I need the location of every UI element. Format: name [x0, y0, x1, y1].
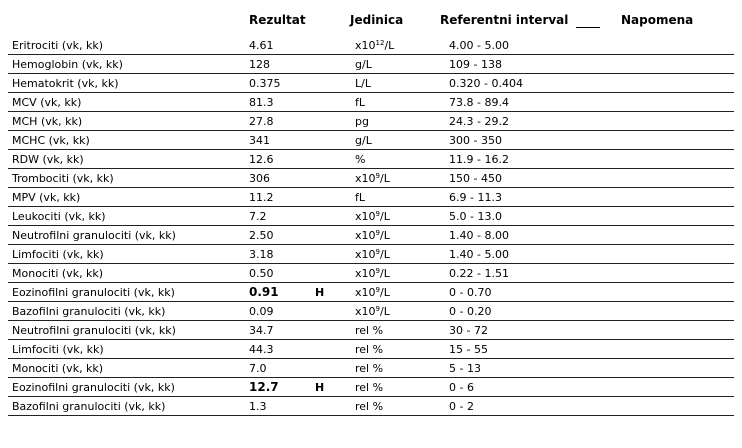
unit-tail: /L — [384, 38, 395, 52]
unit-base: x10 — [355, 266, 376, 280]
note-cell — [609, 150, 734, 169]
reference-interval: 11.9 - 16.2 — [445, 150, 609, 169]
table-row — [8, 226, 734, 245]
result-value: 1.3 — [245, 397, 311, 416]
reference-interval: 5 - 13 — [445, 359, 609, 378]
note-cell — [609, 93, 734, 112]
reference-interval: 109 - 138 — [445, 55, 609, 74]
table-row — [8, 321, 734, 340]
result-value: 7.2 — [245, 207, 311, 226]
unit-cell — [351, 112, 445, 131]
unit-tail: /L — [379, 171, 390, 185]
result-value: 11.2 — [245, 188, 311, 207]
unit-base: x10 — [355, 304, 376, 318]
note-cell — [609, 36, 734, 55]
unit-cell — [351, 55, 445, 74]
note-cell — [609, 397, 734, 416]
results-table — [8, 36, 734, 416]
result-flag — [311, 150, 351, 169]
table-row — [8, 397, 734, 416]
test-name: Bazofilni granulociti (vk, kk) — [8, 302, 245, 321]
note-cell — [609, 283, 734, 302]
unit-cell — [351, 93, 445, 112]
result-flag — [311, 131, 351, 150]
note-cell — [609, 207, 734, 226]
unit-base: fL — [355, 190, 366, 204]
unit-base: rel % — [355, 342, 384, 356]
unit-cell — [351, 359, 445, 378]
note-cell — [609, 131, 734, 150]
unit-exponent: 9 — [375, 228, 380, 237]
result-value: 0.91 — [245, 283, 311, 302]
note-cell — [609, 112, 734, 131]
unit-base: rel % — [355, 361, 384, 375]
unit-base: x10 — [355, 38, 376, 52]
unit-cell — [351, 169, 445, 188]
note-cell — [609, 188, 734, 207]
unit-base: L/L — [355, 76, 371, 90]
result-value: 0.09 — [245, 302, 311, 321]
result-value: 44.3 — [245, 340, 311, 359]
unit-base: pg — [355, 114, 369, 128]
table-row — [8, 150, 734, 169]
header-rezultat: Rezultat — [249, 13, 306, 27]
reference-interval: 0 - 6 — [445, 378, 609, 397]
unit-exponent: 12 — [375, 38, 385, 47]
note-cell — [609, 302, 734, 321]
test-name: Leukociti (vk, kk) — [8, 207, 245, 226]
unit-base: % — [355, 152, 366, 166]
result-flag — [311, 93, 351, 112]
result-flag: H — [311, 283, 351, 302]
test-name: Monociti (vk, kk) — [8, 359, 245, 378]
unit-tail: /L — [379, 209, 390, 223]
result-flag — [311, 74, 351, 93]
table-row — [8, 74, 734, 93]
reference-interval: 4.00 - 5.00 — [445, 36, 609, 55]
note-cell — [609, 226, 734, 245]
table-row — [8, 302, 734, 321]
result-value: 0.50 — [245, 264, 311, 283]
unit-tail: /L — [379, 228, 390, 242]
unit-base: fL — [355, 95, 366, 109]
table-row — [8, 36, 734, 55]
table-row — [8, 340, 734, 359]
test-name: MPV (vk, kk) — [8, 188, 245, 207]
unit-cell — [351, 321, 445, 340]
header-napomena: Napomena — [621, 13, 694, 27]
result-flag — [311, 207, 351, 226]
unit-base: g/L — [355, 133, 372, 147]
result-value: 4.61 — [245, 36, 311, 55]
test-name: Limfociti (vk, kk) — [8, 340, 245, 359]
unit-exponent: 9 — [375, 209, 380, 218]
test-name: RDW (vk, kk) — [8, 150, 245, 169]
result-flag — [311, 359, 351, 378]
table-row — [8, 169, 734, 188]
unit-base: x10 — [355, 171, 376, 185]
table-row — [8, 55, 734, 74]
header-referentni-interval: Referentni interval — [440, 13, 569, 27]
unit-base: x10 — [355, 209, 376, 223]
test-name: Neutrofilni granulociti (vk, kk) — [8, 226, 245, 245]
result-flag — [311, 169, 351, 188]
result-flag — [311, 36, 351, 55]
test-name: MCH (vk, kk) — [8, 112, 245, 131]
test-name: Limfociti (vk, kk) — [8, 245, 245, 264]
result-flag: H — [311, 378, 351, 397]
test-name: Eozinofilni granulociti (vk, kk) — [8, 283, 245, 302]
unit-exponent: 9 — [375, 285, 380, 294]
unit-cell — [351, 397, 445, 416]
unit-cell — [351, 245, 445, 264]
result-value: 12.7 — [245, 378, 311, 397]
table-row — [8, 283, 734, 302]
table-row — [8, 207, 734, 226]
table-row — [8, 131, 734, 150]
reference-interval: 1.40 - 8.00 — [445, 226, 609, 245]
unit-exponent: 9 — [375, 266, 380, 275]
test-name: MCHC (vk, kk) — [8, 131, 245, 150]
unit-cell — [351, 378, 445, 397]
result-value: 27.8 — [245, 112, 311, 131]
note-cell — [609, 169, 734, 188]
unit-exponent: 9 — [375, 171, 380, 180]
note-cell — [609, 74, 734, 93]
result-value: 0.375 — [245, 74, 311, 93]
note-cell — [609, 55, 734, 74]
table-row — [8, 93, 734, 112]
result-value: 3.18 — [245, 245, 311, 264]
result-flag — [311, 302, 351, 321]
result-value: 341 — [245, 131, 311, 150]
unit-cell — [351, 207, 445, 226]
result-flag — [311, 264, 351, 283]
table-row — [8, 359, 734, 378]
result-value: 306 — [245, 169, 311, 188]
table-row — [8, 378, 734, 397]
unit-tail: /L — [379, 304, 390, 318]
test-name: Neutrofilni granulociti (vk, kk) — [8, 321, 245, 340]
unit-cell — [351, 302, 445, 321]
note-cell — [609, 340, 734, 359]
result-flag — [311, 397, 351, 416]
table-row — [8, 245, 734, 264]
unit-cell — [351, 74, 445, 93]
test-name: Eritrociti (vk, kk) — [8, 36, 245, 55]
unit-exponent: 9 — [375, 304, 380, 313]
reference-interval: 73.8 - 89.4 — [445, 93, 609, 112]
unit-cell — [351, 150, 445, 169]
result-flag — [311, 112, 351, 131]
test-name: Hemoglobin (vk, kk) — [8, 55, 245, 74]
unit-base: rel % — [355, 399, 384, 413]
result-flag — [311, 245, 351, 264]
unit-exponent: 9 — [375, 247, 380, 256]
reference-interval: 0 - 0.20 — [445, 302, 609, 321]
test-name: Monociti (vk, kk) — [8, 264, 245, 283]
unit-base: rel % — [355, 323, 384, 337]
unit-cell — [351, 340, 445, 359]
note-cell — [609, 321, 734, 340]
result-value: 2.50 — [245, 226, 311, 245]
unit-cell — [351, 264, 445, 283]
result-flag — [311, 321, 351, 340]
reference-interval: 0.320 - 0.404 — [445, 74, 609, 93]
unit-tail: /L — [379, 285, 390, 299]
reference-interval: 0 - 2 — [445, 397, 609, 416]
result-flag — [311, 55, 351, 74]
unit-cell — [351, 226, 445, 245]
table-row — [8, 264, 734, 283]
test-name: Eozinofilni granulociti (vk, kk) — [8, 378, 245, 397]
result-flag — [311, 340, 351, 359]
reference-interval: 0.22 - 1.51 — [445, 264, 609, 283]
table-row — [8, 188, 734, 207]
unit-tail: /L — [379, 266, 390, 280]
header-jedinica: Jedinica — [350, 13, 404, 27]
unit-cell — [351, 131, 445, 150]
result-value: 81.3 — [245, 93, 311, 112]
reference-interval: 6.9 - 11.3 — [445, 188, 609, 207]
result-value: 128 — [245, 55, 311, 74]
test-name: MCV (vk, kk) — [8, 93, 245, 112]
reference-interval: 0 - 0.70 — [445, 283, 609, 302]
test-name: Trombociti (vk, kk) — [8, 169, 245, 188]
unit-base: x10 — [355, 228, 376, 242]
reference-interval: 15 - 55 — [445, 340, 609, 359]
note-cell — [609, 359, 734, 378]
unit-base: rel % — [355, 380, 384, 394]
reference-interval: 300 - 350 — [445, 131, 609, 150]
unit-cell — [351, 283, 445, 302]
note-cell — [609, 245, 734, 264]
unit-base: x10 — [355, 247, 376, 261]
unit-base: x10 — [355, 285, 376, 299]
reference-interval: 5.0 - 13.0 — [445, 207, 609, 226]
test-name: Bazofilni granulociti (vk, kk) — [8, 397, 245, 416]
test-name: Hematokrit (vk, kk) — [8, 74, 245, 93]
result-value: 12.6 — [245, 150, 311, 169]
reference-interval: 1.40 - 5.00 — [445, 245, 609, 264]
reference-interval: 150 - 450 — [445, 169, 609, 188]
reference-interval: 30 - 72 — [445, 321, 609, 340]
unit-cell — [351, 188, 445, 207]
unit-base: g/L — [355, 57, 372, 71]
note-cell — [609, 378, 734, 397]
unit-tail: /L — [379, 247, 390, 261]
result-flag — [311, 226, 351, 245]
note-cell — [609, 264, 734, 283]
header-divider — [576, 27, 600, 28]
result-value: 7.0 — [245, 359, 311, 378]
table-row — [8, 112, 734, 131]
unit-cell — [351, 36, 445, 55]
reference-interval: 24.3 - 29.2 — [445, 112, 609, 131]
result-flag — [311, 188, 351, 207]
result-value: 34.7 — [245, 321, 311, 340]
